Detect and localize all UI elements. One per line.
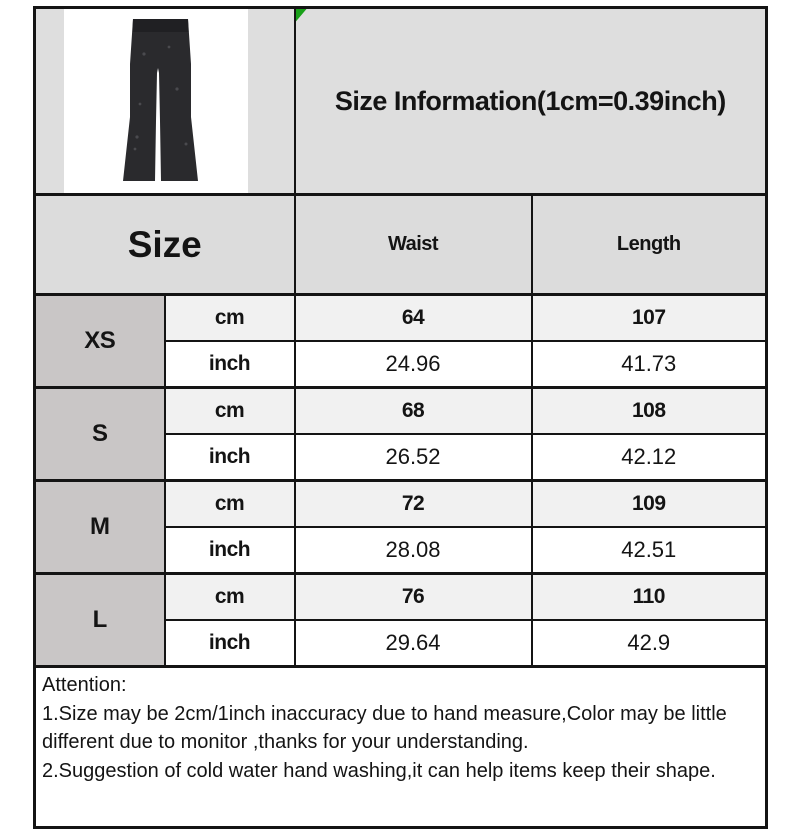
s-length-cm: 108 (532, 388, 767, 435)
size-chart-sheet (33, 6, 765, 829)
m-length-cm: 109 (532, 481, 767, 528)
attention-note-1: 1.Size may be 2cm/1inch inaccuracy due to hand measure,Color may be little (42, 702, 727, 725)
unit-label-cm: cm (165, 481, 295, 528)
l-waist-cm: 76 (295, 574, 532, 621)
attention-notes (35, 667, 767, 828)
size-label-m: M (35, 481, 165, 574)
unit-label-cm: cm (165, 295, 295, 342)
l-waist-inch: 29.64 (295, 620, 532, 667)
attention-note-1-cont: different due to monitor ,thanks for your understanding. (42, 731, 529, 753)
m-waist-inch: 28.08 (295, 527, 532, 574)
green-corner-marker-icon (296, 9, 307, 22)
size-label-xs: XS (35, 295, 165, 388)
column-header-waist: Waist (295, 195, 532, 295)
column-header-size: Size (35, 195, 295, 295)
size-table (33, 6, 768, 829)
s-waist-cm: 68 (295, 388, 532, 435)
size-label-l: L (35, 574, 165, 667)
title-cell (295, 8, 767, 195)
column-header-length: Length (532, 195, 767, 295)
attention-heading: Attention: (42, 674, 127, 696)
unit-label-inch: inch (165, 527, 295, 574)
unit-label-inch: inch (165, 434, 295, 481)
m-waist-cm: 72 (295, 481, 532, 528)
s-waist-inch: 26.52 (295, 434, 532, 481)
black-pants-illustration (64, 9, 248, 188)
unit-label-cm: cm (165, 388, 295, 435)
product-image (64, 9, 248, 193)
xs-length-cm: 107 (532, 295, 767, 342)
m-length-inch: 42.51 (532, 527, 767, 574)
xs-length-inch: 41.73 (532, 341, 767, 388)
s-length-inch: 42.12 (532, 434, 767, 481)
xs-waist-inch: 24.96 (295, 341, 532, 388)
xs-waist-cm: 64 (295, 295, 532, 342)
l-length-cm: 110 (532, 574, 767, 621)
product-photo-cell (35, 8, 295, 195)
l-length-inch: 42.9 (532, 620, 767, 667)
unit-label-inch: inch (165, 341, 295, 388)
attention-note-2: 2.Suggestion of cold water hand washing,it can help items keep their shape. (42, 759, 716, 782)
unit-label-inch: inch (165, 620, 295, 667)
size-label-s: S (35, 388, 165, 481)
unit-label-cm: cm (165, 574, 295, 621)
size-information-title: Size Information(1cm=0.39inch) (334, 85, 726, 116)
